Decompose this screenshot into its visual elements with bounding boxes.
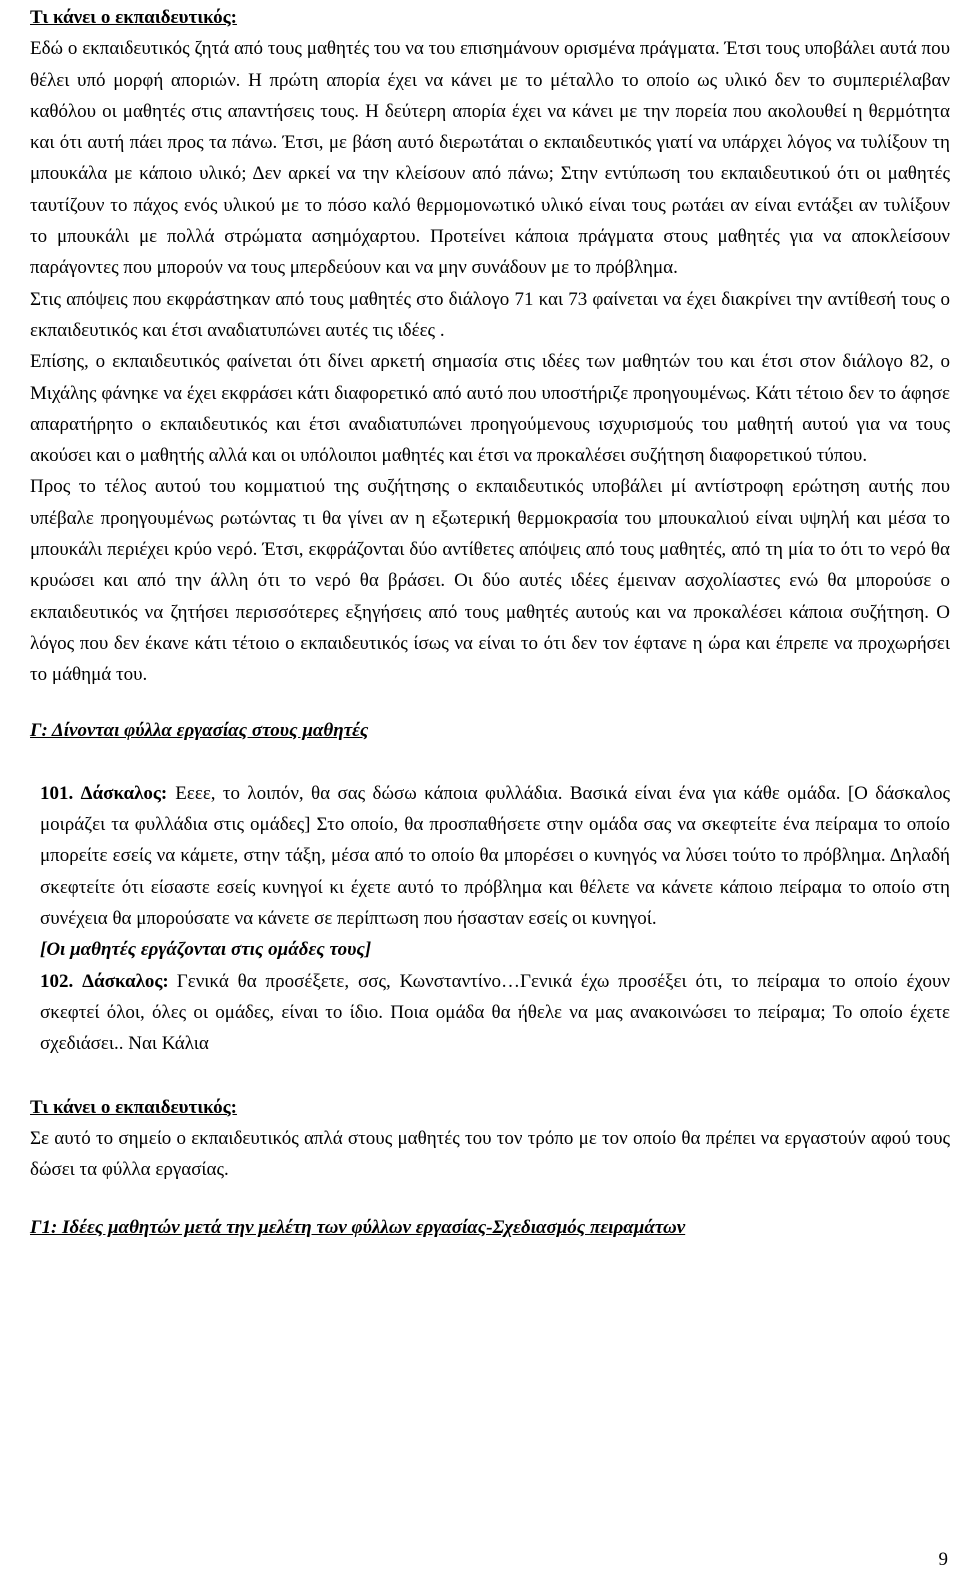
section-title-student-ideas: Γ1: Ιδέες μαθητών μετά την μελέτη των φύλλων εργασίας-Σχεδιασμός πειραμάτων (30, 1217, 686, 1239)
paragraph-4: Προς το τέλος αυτού του κομματιού της συζήτησης ο εκπαιδευτικός υποβάλει μί αντίστροφη ερώτηση αυτής που υπέβαλε προηγουμένως ρωτώντας τι θα γίνει αν η εξωτερική θερμοκρασία του μπουκαλιού είναι υψηλή και μέσα το μπουκάλι περιέχει κρύο νερό. Έτσι, εκφράζονται δύο αντίθετες απόψεις από τους μαθητές, από τη μία το ότι το νερό θα κρυώσει και από την άλλη ότι το νερό θα βράσει. Οι δύο αυτές ιδέες έμειναν ασχολίαστες ενώ θα μπορούσε ο εκπαιδευτικός να ζητήσει περισσότερες εξηγήσεις από τους μαθητές αυτούς και να προκαλέσει κάποια συζήτηση. Ο λόγος που δεν έκανε κάτι τέτοιο ο εκπαιδευτικός ίσως να είναι το ότι δεν τον έφτανε η ώρα και έπρεπε να προχωρήσει το μάθημά του. (30, 476, 950, 686)
dialogue-number: 102. (40, 970, 74, 992)
document-page (30, 2, 950, 1244)
dialogue-101 (40, 778, 950, 934)
paragraph-5: Σε αυτό το σημείο ο εκπαιδευτικός απλά στους μαθητές του τον τρόπο με τον οποίο θα πρέπει να εργαστούν αφού τους δώσει τα φύλλα εργασίας. (30, 1127, 950, 1181)
dialogue-text: Γενικά θα προσέξετε, σσς, Κωνσταντίνο…Γενικά έχω προσέξει ότι, το πείραμα το οποίο έχουν σκεφτεί όλοι, όλες οι ομάδες, είναι το ίδιο. Ποια ομάδα θα ήθελε να μας ανακοινώσει το πείραμα; Το οποίο έχετε σχεδιάσει.. Ναι Κάλια (40, 970, 950, 1055)
dialogue-102 (40, 966, 950, 1060)
paragraph-2: Στις απόψεις που εκφράστηκαν από τους μαθητές στο διάλογο 71 και 73 φαίνεται να έχει διακρίνει την αντίθεσή τους ο εκπαιδευτικός και έτσι αναδιατυπώνει αυτές τις ιδέες . (30, 288, 950, 341)
dialogue-speaker: Δάσκαλος: (80, 782, 168, 804)
paragraph-3: Επίσης, ο εκπαιδευτικός φαίνεται ότι δίνει αρκετή σημασία στις ιδέες των μαθητών του και έτσι στον διάλογο 82, ο Μιχάλης φάνηκε να έχει εκφράσει κάτι διαφορετικό από αυτό που υποστήριζε προηγουμένως. Κάτι τέτοιο δεν το άφησε απαρατήρητο ο εκπαιδευτικός και έτσι αναδιατυπώνει προηγούμενους ισχυρισμούς του μαθητή αυτού για να τους ακούσει και ο μαθητής αλλά και οι υπόλοιποι μαθητές και έτσι να προκαλέσει συζήτηση διαφορετικού τύπου. (30, 351, 950, 467)
section-heading-teacher-actions: Τι κάνει ο εκπαιδευτικός: (30, 7, 237, 28)
dialogue-block (40, 778, 950, 1060)
section-title-worksheets: Γ: Δίνονται φύλλα εργασίας στους μαθητές (30, 719, 369, 741)
section-heading-teacher-actions-2: Τι κάνει ο εκπαιδευτικός: (30, 1096, 237, 1118)
dialogue-text: Εεεε, το λοιπόν, θα σας δώσω κάποια φυλλάδια. Βασικά είναι ένα για κάθε ομάδα. [Ο δάσκαλος μοιράζει τα φυλλάδια στις ομάδες] Στο οποίο, θα προσπαθήσετε στην ομάδα σας να σκεφτείτε ένα πείραμα το οποίο μπορείτε εσείς να κάμετε, στην τάξη, μέσα από το οποίο θα μπορέσει ο κυνηγός να λύσει τούτο το πρόβλημα. Δηλαδή σκεφτείτε ότι είσαστε εσείς κυνηγοί κι έχετε αυτό το πρόβλημα και θέλετε να κάνετε κάποιο πείραμα το οποίο στη συνέχεια θα μπορούσατε να κάνετε σε περίπτωση που ήσασταν εσείς οι κυνηγοί. (40, 782, 951, 930)
dialogue-speaker: Δάσκαλος: (82, 970, 169, 992)
dialogue-number: 101. (40, 782, 74, 804)
paragraph-1: Εδώ ο εκπαιδευτικός ζητά από τους μαθητές του να του επισημάνουν ορισμένα πράγματα. Έτσι τους υποβάλει αυτά που θέλει υπό μορφή αποριών. Η πρώτη απορία έχει να κάνει με το μέταλλο το οποίο ως υλικό δεν το συμπεριέλαβαν καθόλου οι μαθητές στις απαντήσεις τους. Η δεύτερη απορία έχει να κάνει με την πορεία που ακολουθεί η θερμότητα και ότι αυτή πάει προς τα πάνω. Έτσι, με βάση αυτό διερωτάται ο εκπαιδευτικός γιατί να υπάρχει λόγος να τυλίξουν τη μπουκάλα με κάποιο υλικό; Δεν αρκεί να την κλείσουν από πάνω; Στην εντύπωση του εκπαιδευτικού ότι οι μαθητές ταυτίζουν το πάχος ενός υλικού με το πόσο καλό θερμομονωτικό υλικό είναι τους ρωτάει αν είναι εντάξει αν τυλίξουν το μπουκάλι με πολλά στρώματα ασημόχαρτου. Προτείνει κάποια πράγματα στους μαθητές για να αποκλείσουν παράγοντες που μπορούν να τους μπερδεύουν και να μην συνάδουν με το πρόβλημα. (30, 38, 950, 279)
page-number: 9 (938, 1549, 948, 1570)
stage-direction: [Οι μαθητές εργάζονται στις ομάδες τους] (40, 939, 372, 961)
